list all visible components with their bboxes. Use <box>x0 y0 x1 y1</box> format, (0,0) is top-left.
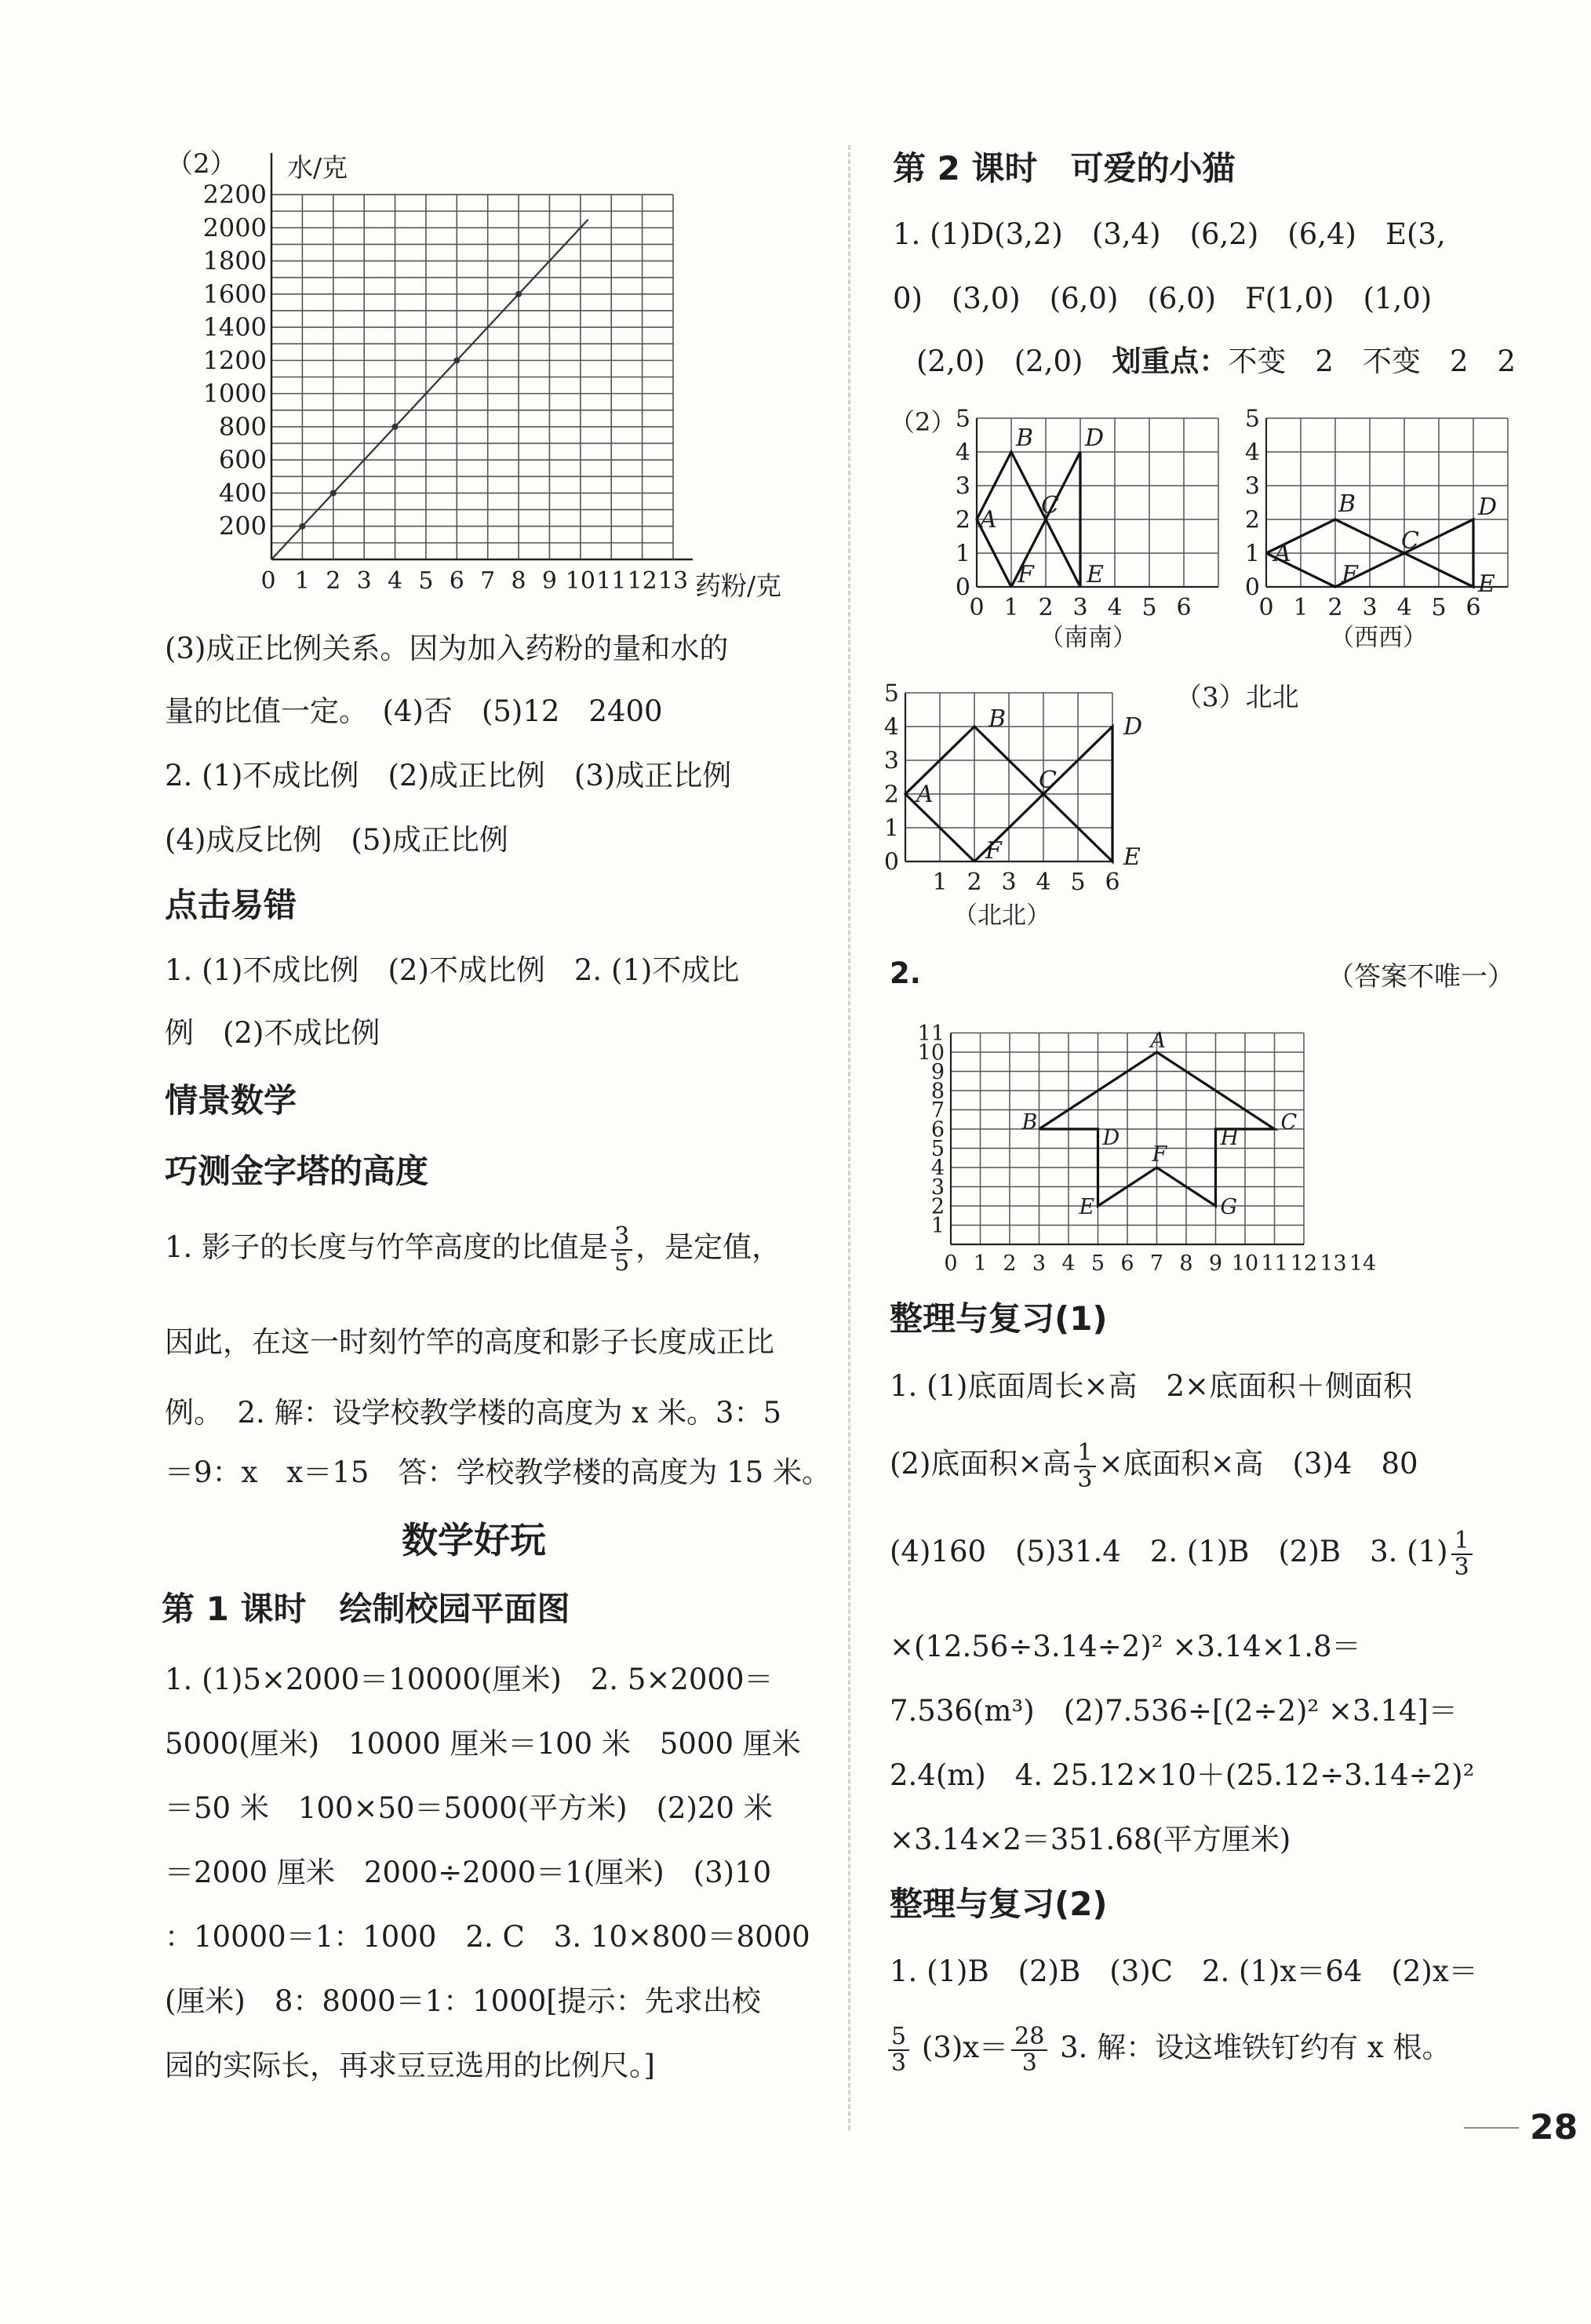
data-point <box>453 357 460 363</box>
fraction-numerator: 28 <box>1011 2024 1047 2051</box>
x-tick-label: 0 <box>1258 594 1274 621</box>
point-label: F <box>1342 561 1358 588</box>
point-label: C <box>1401 527 1419 555</box>
x-tick-label: 10 <box>1231 1251 1259 1276</box>
point-label: E <box>1123 843 1141 871</box>
y-tick-label: 6 <box>930 1117 945 1142</box>
x-tick-label: 2 <box>1003 1251 1017 1276</box>
x-tick-label: 2 <box>1038 594 1054 621</box>
text-run: (3)x＝ <box>921 2031 1009 2064</box>
y-tick-label: 5 <box>883 679 899 708</box>
y-tick-label: 600 <box>218 445 267 475</box>
fraction-numerator: 1 <box>1074 1441 1095 1467</box>
y-tick-label: 4 <box>1244 439 1260 467</box>
point-label: E <box>1079 1195 1095 1219</box>
figure-outline <box>1039 1052 1275 1206</box>
data-point <box>299 523 305 530</box>
y-tick-label: 3 <box>1244 472 1260 501</box>
answer-line: 0) (3,0) (6,0) (6,0) F(1,0) (1,0) <box>893 282 1433 315</box>
x-tick-label: 7 <box>1149 1251 1164 1276</box>
text-run: (4)160 (5)31.4 2. (1)B (2)B 3. (1) <box>890 1535 1448 1568</box>
answer-line: (厘米) 8：8000＝1：1000[提示：先求出校 <box>165 1984 761 2018</box>
fraction-denominator: 3 <box>1021 2049 1037 2077</box>
fraction <box>1011 2024 1047 2075</box>
y-tick-label: 1 <box>1244 540 1260 568</box>
x-tick-label: 5 <box>1431 594 1447 621</box>
answer-line: ×(12.56÷3.14÷2)² ×3.14×1.8＝ <box>890 1630 1361 1663</box>
fraction-denominator: 3 <box>891 2049 907 2077</box>
figure-outline <box>977 452 1080 587</box>
y-tick-label: 3 <box>955 472 970 501</box>
graph-caption: （北北） <box>953 902 1050 930</box>
fraction <box>1074 1441 1095 1492</box>
y-tick-label: 5 <box>1244 405 1260 433</box>
point-label: D <box>1478 494 1498 521</box>
x-tick-label: 4 <box>387 567 403 595</box>
answer-line: 7.536(m³) (2)7.536÷[(2÷2)² ×3.14]＝ <box>890 1694 1458 1728</box>
y-tick-label: 9 <box>930 1059 945 1084</box>
answer-line: ×3.14×2＝351.68(平方厘米) <box>890 1823 1291 1856</box>
x-tick-label: 12 <box>1290 1251 1318 1276</box>
answer-line: （3）北北 <box>1175 682 1299 713</box>
x-tick-label: 1 <box>932 869 948 896</box>
point-label: E <box>1087 561 1104 588</box>
text-run: (2,0) (2,0) <box>916 344 1112 378</box>
y-tick-label: 4 <box>930 1156 945 1181</box>
data-point <box>392 424 399 430</box>
graph-caption: （西西） <box>1330 624 1427 652</box>
y-tick-label: 3 <box>930 1175 945 1200</box>
fraction-numerator: 3 <box>611 1224 632 1251</box>
point-label: C <box>1039 767 1057 794</box>
x-tick-label: 3 <box>1072 594 1088 621</box>
answer-line: (4)成反比例 (5)成正比例 <box>165 823 508 857</box>
point-label: H <box>1220 1126 1240 1150</box>
y-tick-label: 2 <box>1244 506 1260 534</box>
x-tick-label: 8 <box>1179 1251 1193 1276</box>
answer-line: 例 (2)不成比例 <box>165 1016 380 1050</box>
x-tick-label: 6 <box>1176 594 1192 621</box>
point-label: A <box>1150 1029 1166 1053</box>
x-tick-label: 9 <box>1208 1251 1223 1276</box>
fraction <box>611 1224 632 1275</box>
y-tick-label: 10 <box>917 1040 945 1065</box>
y-tick-label: 1000 <box>202 378 267 409</box>
x-tick-label: 13 <box>1320 1251 1347 1276</box>
x-tick-label: 4 <box>1107 594 1123 621</box>
answer-line <box>890 1441 1418 1492</box>
y-tick-label: 11 <box>917 1021 945 1046</box>
y-tick-label: 0 <box>883 848 899 876</box>
x-tick-label: 2 <box>1327 594 1343 621</box>
graph-caption: （南南） <box>1039 624 1137 652</box>
data-point <box>515 291 522 297</box>
lesson-heading: 第 2 课时 可爱的小猫 <box>893 149 1236 188</box>
answer-line <box>916 344 1516 378</box>
fraction <box>888 2024 909 2075</box>
section-title: 数学好玩 <box>402 1519 546 1561</box>
x-tick-label: 5 <box>1070 869 1086 896</box>
point-label: B <box>988 705 1007 733</box>
answer-line: 1. (1)5×2000＝10000(厘米) 2. 5×2000＝ <box>165 1663 774 1696</box>
x-tick-label: 5 <box>418 567 434 595</box>
section-heading: 整理与复习(1) <box>890 1299 1108 1338</box>
y-tick-label: 1 <box>955 540 970 568</box>
x-axis-label: 药粉/克 <box>695 570 782 601</box>
section-heading: 巧测金字塔的高度 <box>165 1152 429 1190</box>
answer-line <box>885 2016 1451 2079</box>
question-label: （2） <box>890 407 956 437</box>
y-tick-label: 5 <box>955 405 970 433</box>
x-tick-label: 10 <box>565 567 595 595</box>
x-tick-label: 1 <box>1003 594 1019 621</box>
point-label: E <box>1478 570 1495 598</box>
y-tick-label: 8 <box>930 1079 945 1104</box>
y-tick-label: 800 <box>218 411 267 442</box>
page-number: 28 <box>1530 2107 1578 2147</box>
point-label: A <box>980 506 997 534</box>
y-tick-label: 2 <box>930 1194 945 1219</box>
x-tick-label: 8 <box>511 567 526 595</box>
text-run: 不变 2 不变 2 2 <box>1228 344 1516 378</box>
x-tick-label: 5 <box>1090 1251 1105 1276</box>
point-label: G <box>1220 1195 1238 1219</box>
x-tick-label: 3 <box>1032 1251 1047 1276</box>
y-tick-label: 2 <box>883 781 899 809</box>
answer-line: 1. (1)不成比例 (2)不成比例 2. (1)不成比 <box>165 953 740 987</box>
x-tick-label: 3 <box>356 567 372 595</box>
question-label: （2） <box>166 148 237 180</box>
x-tick-label: 1 <box>973 1251 988 1276</box>
fraction-numerator: 5 <box>888 2024 909 2051</box>
answer-line: 1. (1)B (2)B (3)C 2. (1)x＝64 (2)x＝ <box>890 1954 1478 1988</box>
x-tick-label: 11 <box>596 567 627 595</box>
answer-line: (3)成正比例关系。因为加入药粉的量和水的 <box>165 632 729 665</box>
section-heading: 整理与复习(2) <box>890 1885 1108 1923</box>
y-tick-label: 400 <box>218 478 267 508</box>
point-label: B <box>1338 490 1356 518</box>
answer-line: ＝9：x x＝15 答：学校教学楼的高度为 15 米。 <box>165 1455 831 1489</box>
y-tick-label: 5 <box>930 1136 945 1161</box>
point-label: D <box>1102 1126 1120 1150</box>
section-heading: 情景数学 <box>165 1081 297 1120</box>
answer-line: 1. (1)底面周长×高 2×底面积＋侧面积 <box>890 1369 1413 1403</box>
point-label: F <box>1018 561 1034 588</box>
x-tick-label: 6 <box>1465 594 1481 621</box>
text-run: ×底面积×高 (3)4 80 <box>1098 1447 1418 1481</box>
point-label: A <box>1274 540 1291 567</box>
section-heading: 点击易错 <box>165 886 297 924</box>
figure-outline <box>905 727 1112 861</box>
fraction-denominator: 5 <box>614 1248 630 1277</box>
point-label: A <box>916 781 934 808</box>
answer-line: 2.4(m) 4. 25.12×10＋(25.12÷3.14÷2)² <box>890 1758 1475 1792</box>
answer-line: 量的比值一定。 (4)否 (5)12 2400 <box>165 694 663 728</box>
y-tick-label: 2 <box>955 506 970 534</box>
answer-line <box>890 1528 1476 1579</box>
x-tick-label: 14 <box>1349 1251 1377 1276</box>
x-tick-label: 9 <box>541 567 558 595</box>
x-tick-label: 4 <box>1036 869 1051 896</box>
x-tick-label: 6 <box>1105 869 1120 896</box>
y-tick-label: 0 <box>955 574 970 602</box>
y-tick-label: 2200 <box>202 180 267 209</box>
x-tick-label: 2 <box>967 869 982 896</box>
point-label: C <box>1280 1110 1298 1135</box>
x-tick-label: 7 <box>480 567 496 595</box>
y-axis-label: 水/克 <box>287 152 348 183</box>
y-tick-label: 4 <box>883 713 899 741</box>
x-tick-label: 0 <box>944 1251 958 1276</box>
x-tick-label: 1 <box>1293 594 1309 621</box>
text-run: 1. 影子的长度与竹竿高度的比值是 <box>165 1230 609 1264</box>
x-tick-label: 13 <box>657 567 689 595</box>
answer-note: （答案不唯一） <box>1327 961 1514 993</box>
y-tick-label: 3 <box>883 747 899 775</box>
y-tick-label: 1800 <box>202 246 267 276</box>
text-run: ，是定值， <box>635 1230 781 1264</box>
y-tick-label: 1200 <box>202 345 267 376</box>
lesson-heading: 第 1 课时 绘制校园平面图 <box>162 1590 570 1628</box>
x-tick-label: 11 <box>1261 1251 1288 1276</box>
text-run: (2)底面积×高 <box>890 1447 1072 1481</box>
x-tick-label: 6 <box>449 567 464 595</box>
answer-line: ＝2000 厘米 2000÷2000＝1(厘米) (3)10 <box>165 1856 772 1889</box>
x-tick-label: 4 <box>1396 594 1412 621</box>
y-tick-label: 1 <box>883 814 899 843</box>
point-label: B <box>1016 424 1034 452</box>
fraction-numerator: 1 <box>1451 1528 1473 1555</box>
x-tick-label: 5 <box>1141 594 1157 621</box>
text-run: 3. 解：设这堆铁钉约有 x 根。 <box>1060 2031 1451 2064</box>
x-tick-label: 0 <box>260 567 276 595</box>
x-tick-label: 3 <box>1001 869 1017 896</box>
x-tick-label: 1 <box>294 567 310 595</box>
y-tick-label: 1 <box>930 1213 945 1238</box>
answer-line: 园的实际长，再求豆豆选用的比例尺。] <box>165 2049 655 2082</box>
point-label: C <box>1041 492 1059 519</box>
question-label: 2. <box>890 956 921 990</box>
point-label: D <box>1085 424 1105 452</box>
x-tick-label: 4 <box>1061 1251 1076 1276</box>
answer-line: 1. (1)D(3,2) (3,4) (6,2) (6,4) E(3, <box>893 217 1446 251</box>
page-number-rule <box>1464 2127 1519 2129</box>
y-tick-label: 200 <box>218 511 267 541</box>
figure-outline <box>1266 519 1473 587</box>
point-label: B <box>1021 1110 1038 1135</box>
answer-line: 例。 2. 解：设学校教学楼的高度为 x 米。3：5 <box>165 1396 782 1430</box>
data-line <box>271 220 588 559</box>
answer-line: 5000(厘米) 10000 厘米＝100 米 5000 厘米 <box>165 1727 801 1761</box>
x-tick-label: 12 <box>627 567 657 595</box>
y-tick-label: 7 <box>930 1098 945 1123</box>
y-tick-label: 0 <box>1244 574 1260 602</box>
point-label: F <box>985 837 1002 865</box>
data-point <box>330 490 337 496</box>
point-label: D <box>1123 713 1143 741</box>
answer-line: ：10000＝1：1000 2. C 3. 10×800＝8000 <box>165 1920 810 1954</box>
fraction-denominator: 3 <box>1454 1553 1469 1581</box>
fraction-denominator: 3 <box>1077 1465 1093 1493</box>
x-tick-label: 2 <box>326 567 341 595</box>
y-tick-label: 2000 <box>202 213 267 243</box>
x-tick-label: 3 <box>1362 594 1378 621</box>
answer-line: 因此，在这一时刻竹竿的高度和影子长度成正比 <box>165 1325 774 1359</box>
x-tick-label: 6 <box>1120 1251 1134 1276</box>
y-tick-label: 1600 <box>202 279 267 309</box>
x-tick-label: 0 <box>969 594 985 621</box>
column-divider <box>848 145 850 2130</box>
answer-line <box>165 1224 781 1275</box>
answer-line: ＝50 米 100×50＝5000(平方米) (2)20 米 <box>165 1791 773 1825</box>
answer-line: 2. (1)不成比例 (2)成正比例 (3)成正比例 <box>165 759 732 792</box>
point-label: F <box>1152 1142 1167 1167</box>
y-tick-label: 1400 <box>202 312 267 343</box>
fraction <box>1451 1528 1473 1579</box>
key-point-label: 划重点： <box>1112 344 1229 378</box>
y-tick-label: 4 <box>955 439 970 467</box>
